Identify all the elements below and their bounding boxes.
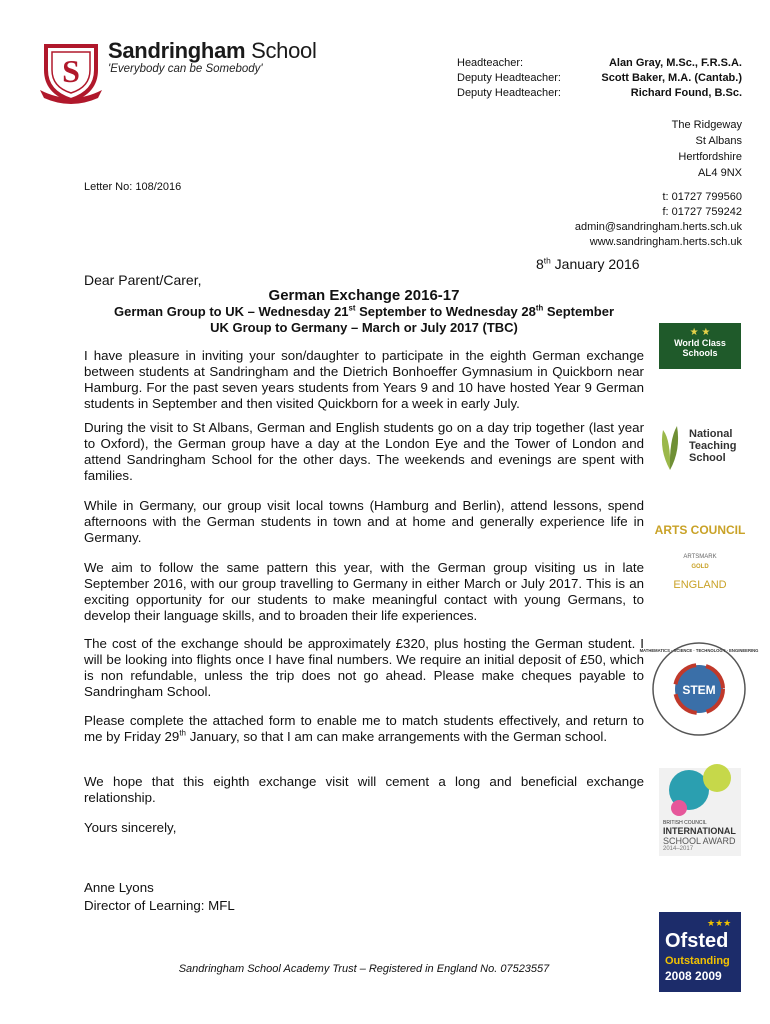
artsmark-text: ARTSMARK xyxy=(683,554,717,560)
letter-title: German Exchange 2016-17 xyxy=(268,287,460,304)
paragraph-cost: The cost of the exchange should be approximately £320, plus hosting the German student. I will be looking into flights once I have final numbers. We require an initial deposit of £50, which is non refundable, unless the trip does not go ahead. Please make cheques payable to Sandringham School. xyxy=(84,636,644,699)
stem-letters: STEM xyxy=(682,683,716,697)
website-link[interactable]: www.sandringham.herts.sch.uk xyxy=(589,236,742,248)
international-school-award-badge: BRITISH COUNCIL INTERNATIONAL SCHOOL AWARD 2014–2017 xyxy=(659,768,741,856)
paragraph-invitation: I have pleasure in inviting your son/daughter to participate in the eighth German exchange between students at Sandringham and the Dietrich Bonhoeffer Gymnasium in Quickborn near Hamburg. For the past seven years students from Years 9 and 10 have hosted Year 9 German students in September and then visited Quickborn for a week in early July. xyxy=(84,348,644,411)
subtitle-uk-group: UK Group to Germany – March or July 2017 (TBC) xyxy=(210,320,518,335)
staff-names: Alan Gray, M.Sc., F.R.S.A. Scott Baker, M.A. (Cantab.) Richard Found, B.Sc. xyxy=(601,57,742,99)
paragraph-closing-hope: We hope that this eighth exchange visit will cement a long and beneficial exchange relationship. xyxy=(84,774,644,805)
school-tagline: 'Everybody can be Somebody' xyxy=(108,63,263,75)
stem-ring-text: MATHEMATICS · SCIENCE · TECHNOLOGY · ENGINEERING xyxy=(639,648,759,653)
salutation: Dear Parent/Carer, xyxy=(84,272,202,288)
letter-number: Letter No: 108/2016 xyxy=(84,181,182,193)
gold-text: GOLD xyxy=(691,564,709,570)
email-link[interactable]: admin@sandringham.herts.sch.uk xyxy=(574,221,742,233)
leaf-icon xyxy=(657,420,683,472)
paragraph-plan: We aim to follow the same pattern this year, with the German group visiting us in late September 2016, with our group travelling to Germany in either March or July 2017. This is an exciting opportunity for our students to make meaningful contact with young Germans, to develop their language skills, and to broaden their life experiences. xyxy=(84,560,644,623)
contact-details: t: 01727 799560 f: 01727 759242 admin@sandringham.herts.sch.uk www.sandringham.herts.sch.uk xyxy=(574,191,742,248)
national-teaching-school-badge: National Teaching School xyxy=(657,418,745,476)
staff-roles: Headteacher: Deputy Headteacher: Deputy Headteacher: xyxy=(457,57,561,99)
arts-council-artsmark-badge xyxy=(655,512,745,600)
subtitle-german-group: German Group to UK – Wednesday 21st September to Wednesday 28th September xyxy=(113,303,615,319)
paragraph-form: Please complete the attached form to enable me to match students effectively, and return to me by Friday 29th January, so that I am can make arrangements with the German school. xyxy=(84,713,644,744)
stars-icon: ★★★ xyxy=(707,918,732,928)
stars-icon: ★ ★ xyxy=(689,327,711,338)
svg-text:S: S xyxy=(62,53,80,89)
closing: Yours sincerely, xyxy=(84,820,177,835)
school-name: Sandringham School xyxy=(108,38,317,63)
arts-council-text: ARTS COUNCIL xyxy=(654,523,746,537)
stem-badge xyxy=(639,640,759,738)
award-circles-icon xyxy=(659,768,741,818)
paragraph-germany-visit: While in Germany, our group visit local towns (Hamburg and Berlin), attend lessons, spend afternoons with the German students in town and at home and generally experience life in Germany. xyxy=(84,498,644,545)
letter-date: 8th January 2016 xyxy=(536,255,640,272)
signatory-title: Director of Learning: MFL xyxy=(84,898,235,913)
ofsted-outstanding-badge: ★★★ Ofsted Outstanding 2008 2009 xyxy=(659,912,741,992)
signatory-name: Anne Lyons xyxy=(84,880,154,895)
world-class-schools-badge: ★ ★ World Class Schools xyxy=(659,323,741,369)
england-text: ENGLAND xyxy=(673,579,727,591)
school-crest-logo xyxy=(38,40,104,104)
school-address: The Ridgeway St Albans Hertfordshire AL4 9NX xyxy=(671,119,742,179)
footer-registration: Sandringham School Academy Trust – Registered in England No. 07523557 xyxy=(178,963,550,975)
paragraph-uk-visit: During the visit to St Albans, German and English students go on a day trip together (last year to Oxford), the German group have a day at the London Eye and the Tower of London and attend Sandringham School for the other days. The weekends and evenings are spent with families. xyxy=(84,420,644,483)
